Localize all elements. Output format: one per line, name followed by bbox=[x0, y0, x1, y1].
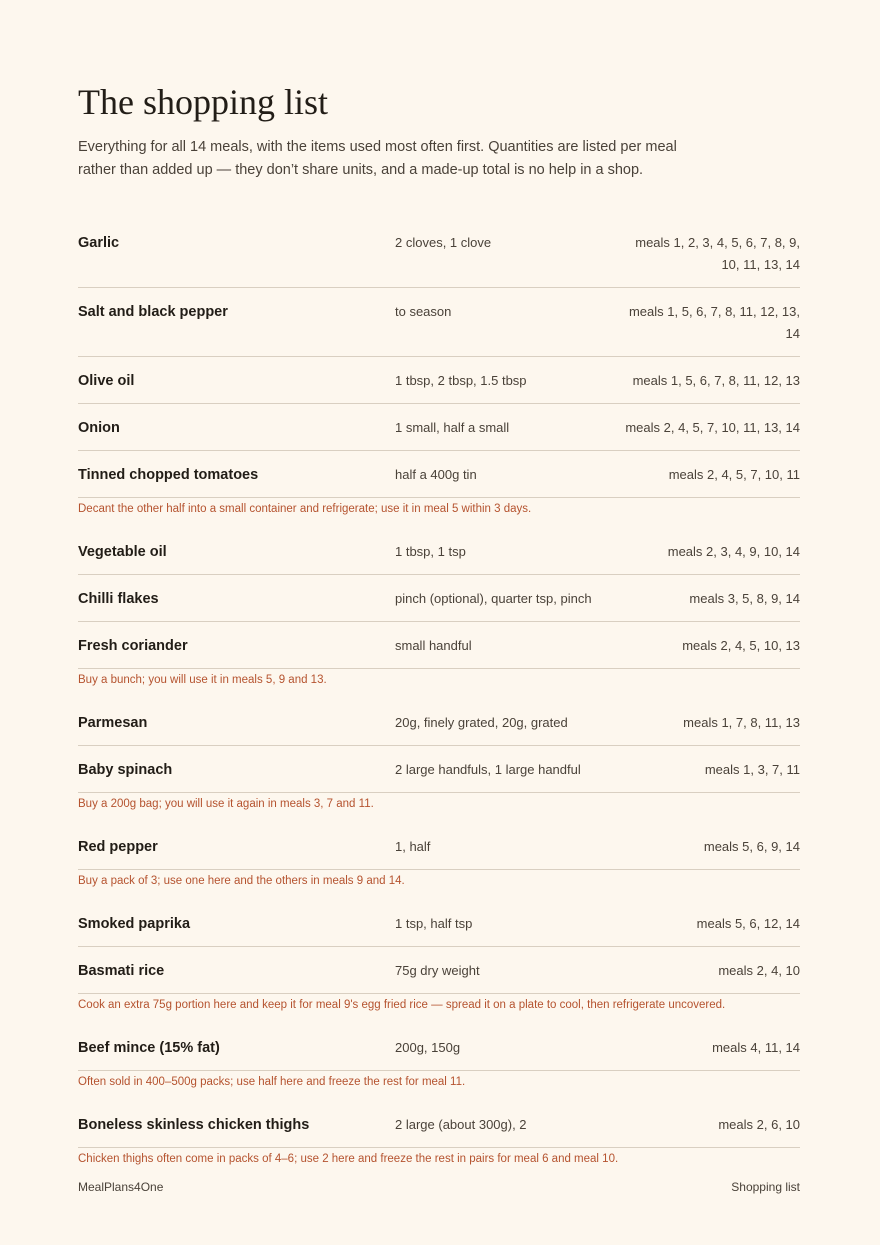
item-note: Buy a 200g bag; you will use it again in meals 3, 7 and 11. bbox=[78, 798, 374, 810]
item-note: Often sold in 400–500g packs; use half here and freeze the rest for meal 11. bbox=[78, 1076, 466, 1088]
item-quantity: 1 small, half a small bbox=[395, 420, 510, 435]
item-meals: meals 1, 3, 7, 11 bbox=[704, 762, 800, 777]
item-quantity: 1 tbsp, 2 tbsp, 1.5 tbsp bbox=[395, 373, 527, 388]
list-item bbox=[78, 288, 800, 357]
item-quantity: small handful bbox=[395, 638, 472, 653]
item-quantity: 75g dry weight bbox=[395, 963, 480, 978]
item-meals: meals 1, 5, 6, 7, 8, 11, 12, 13 bbox=[632, 373, 800, 388]
item-quantity: 1 tbsp, 1 tsp bbox=[395, 544, 466, 559]
item-quantity: 2 large (about 300g), 2 bbox=[395, 1117, 527, 1132]
item-meals: meals 4, 11, 14 bbox=[712, 1040, 800, 1055]
item-meals: meals 2, 4, 5, 7, 10, 11, 13, 14 bbox=[625, 420, 800, 435]
footer-section: Shopping list bbox=[731, 1180, 800, 1194]
intro-text: Everything for all 14 meals, with the items used most often first. Quantities are listed per meal rather than added up — they don’t share units, and a made-up total is no help in a shop. bbox=[78, 139, 677, 178]
item-note: Decant the other half into a small container and refrigerate; use it in meal 5 within 3 days. bbox=[78, 503, 532, 515]
shopping-list bbox=[78, 219, 800, 1178]
item-meals: meals 2, 4, 5, 7, 10, 11 bbox=[668, 467, 800, 482]
item-quantity: to season bbox=[395, 304, 452, 319]
list-item bbox=[78, 823, 800, 870]
list-item bbox=[78, 1101, 800, 1148]
item-name: Olive oil bbox=[78, 373, 135, 389]
item-name: Parmesan bbox=[78, 715, 148, 731]
item-note: Cook an extra 75g portion here and keep it for meal 9's egg fried rice — spread it on a plate to cool, then refrigerate uncovered. bbox=[78, 999, 726, 1011]
item-name: Baby spinach bbox=[78, 762, 173, 778]
item-quantity: pinch (optional), quarter tsp, pinch bbox=[395, 591, 592, 606]
item-note: Buy a pack of 3; use one here and the others in meals 9 and 14. bbox=[78, 875, 405, 887]
list-item bbox=[78, 575, 800, 622]
item-name: Chilli flakes bbox=[78, 591, 159, 607]
item-meals: meals 5, 6, 9, 14 bbox=[703, 839, 800, 854]
page-title: The shopping list bbox=[78, 82, 328, 122]
item-meals: meals 2, 4, 10 bbox=[718, 963, 800, 978]
item-name: Smoked paprika bbox=[78, 916, 191, 932]
list-item bbox=[78, 699, 800, 746]
item-note: Chicken thighs often come in packs of 4–6; use 2 here and freeze the rest in pairs for meal 6 and meal 10. bbox=[78, 1153, 619, 1165]
item-meals: meals 2, 6, 10 bbox=[718, 1117, 800, 1132]
item-meals: meals 3, 5, 8, 9, 14 bbox=[689, 591, 800, 606]
item-name: Tinned chopped tomatoes bbox=[78, 467, 259, 483]
list-item bbox=[78, 900, 800, 947]
list-item bbox=[78, 1024, 800, 1071]
item-name: Onion bbox=[78, 420, 120, 436]
item-quantity: 20g, finely grated, 20g, grated bbox=[395, 715, 568, 730]
item-meals: meals 1, 7, 8, 11, 13 bbox=[683, 715, 800, 730]
item-meals: meals 1, 2, 3, 4, 5, 6, 7, 8, 9, 10, 11, 13, 14 bbox=[635, 235, 800, 272]
item-meals: meals 5, 6, 12, 14 bbox=[696, 916, 800, 931]
list-item bbox=[78, 357, 800, 404]
list-item bbox=[78, 746, 800, 793]
list-item bbox=[78, 451, 800, 498]
item-name: Red pepper bbox=[78, 839, 158, 855]
item-name: Salt and black pepper bbox=[78, 304, 228, 320]
list-item bbox=[78, 219, 800, 288]
footer-brand: MealPlans4One bbox=[78, 1180, 164, 1194]
item-meals: meals 1, 5, 6, 7, 8, 11, 12, 13, 14 bbox=[628, 304, 800, 341]
item-name: Garlic bbox=[78, 235, 120, 251]
list-item bbox=[78, 622, 800, 669]
item-name: Fresh coriander bbox=[78, 638, 188, 654]
item-quantity: 2 cloves, 1 clove bbox=[395, 235, 492, 250]
list-item bbox=[78, 404, 800, 451]
item-meals: meals 2, 4, 5, 10, 13 bbox=[682, 638, 800, 653]
list-item bbox=[78, 947, 800, 994]
item-quantity: 200g, 150g bbox=[395, 1040, 461, 1055]
item-name: Beef mince (15% fat) bbox=[78, 1040, 220, 1056]
item-quantity: 1, half bbox=[395, 839, 431, 854]
list-item bbox=[78, 528, 800, 575]
item-quantity: 1 tsp, half tsp bbox=[395, 916, 473, 931]
item-quantity: 2 large handfuls, 1 large handful bbox=[395, 762, 581, 777]
item-name: Boneless skinless chicken thighs bbox=[78, 1117, 310, 1133]
item-name: Basmati rice bbox=[78, 963, 165, 979]
item-meals: meals 2, 3, 4, 9, 10, 14 bbox=[667, 544, 800, 559]
item-quantity: half a 400g tin bbox=[395, 467, 477, 482]
item-name: Vegetable oil bbox=[78, 544, 167, 560]
page bbox=[78, 82, 800, 1178]
item-note: Buy a bunch; you will use it in meals 5, 9 and 13. bbox=[78, 674, 327, 686]
